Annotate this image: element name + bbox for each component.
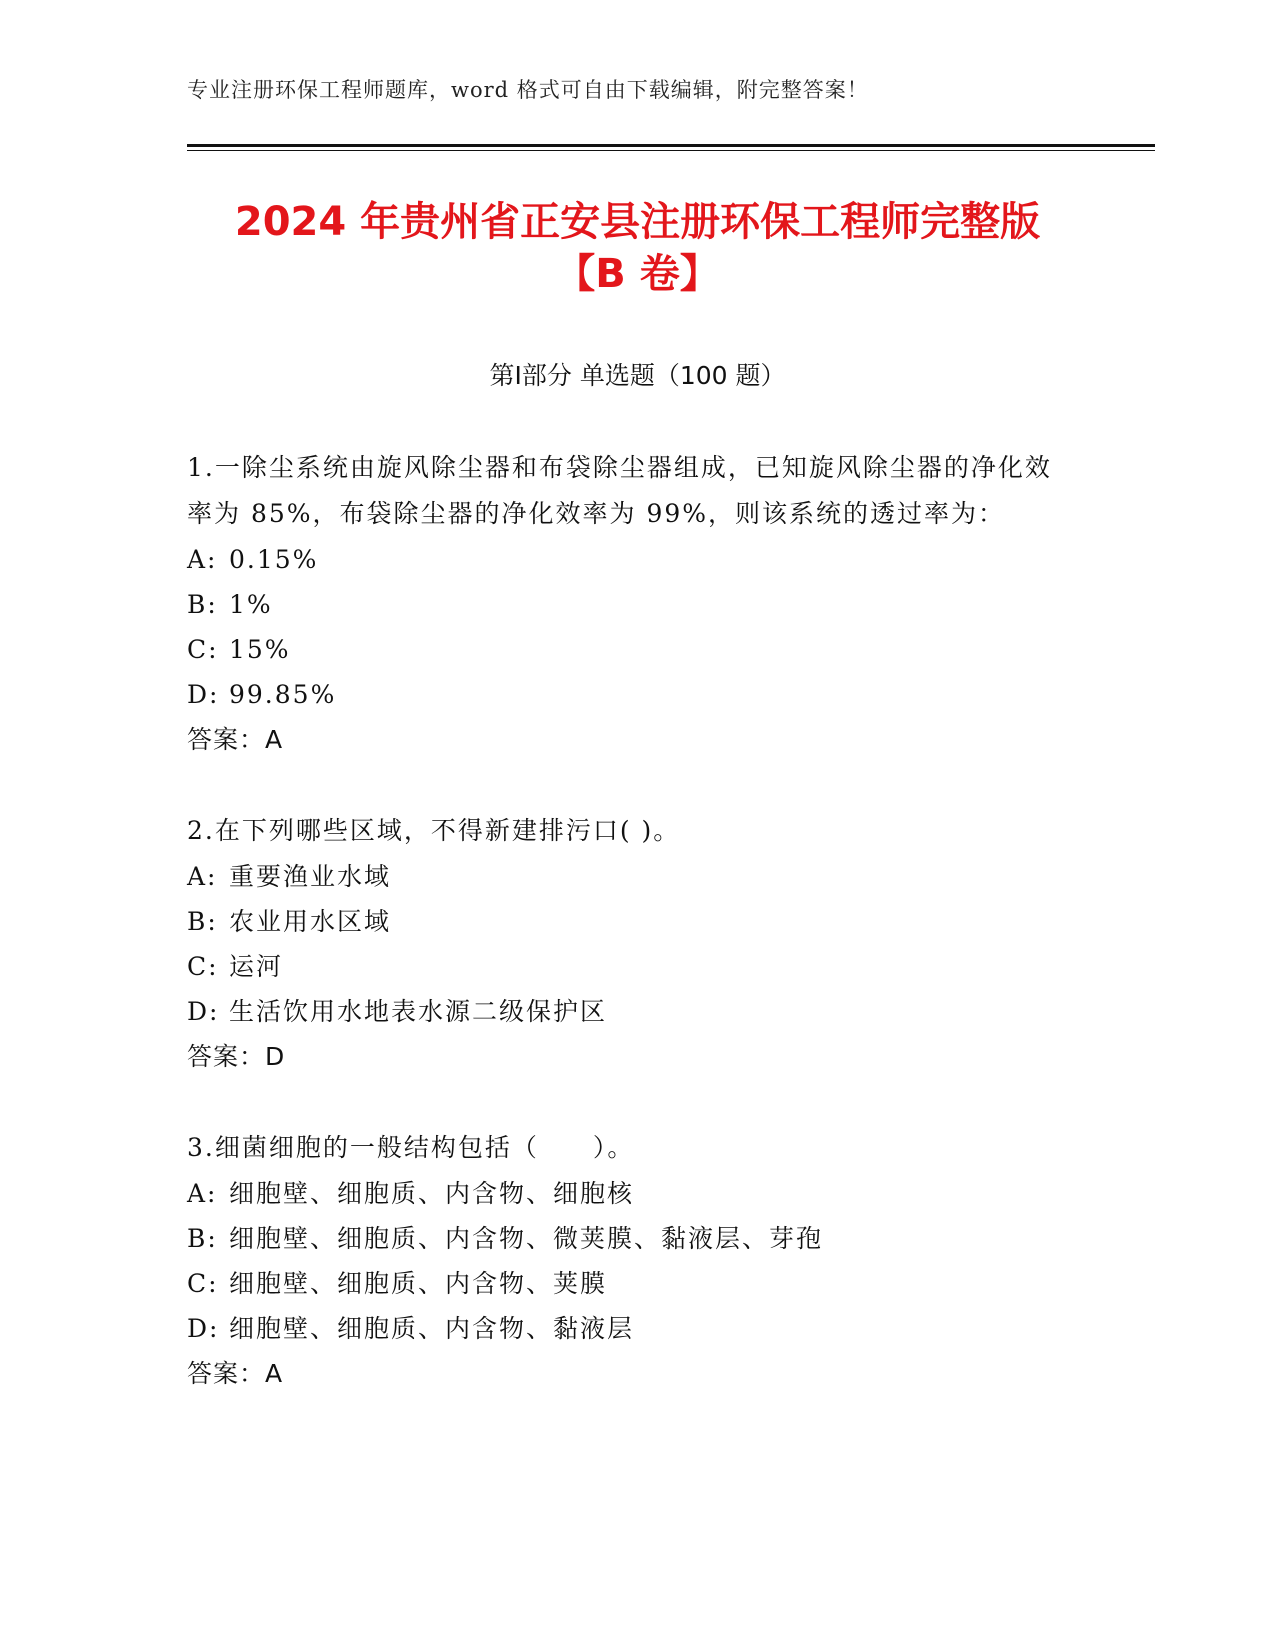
option-letter: C: xyxy=(187,1269,219,1298)
option-text: 重要渔业水域 xyxy=(229,862,392,891)
option-text: 15% xyxy=(229,635,291,664)
option-letter: B: xyxy=(187,590,218,619)
option-b xyxy=(187,1216,1067,1261)
option-text: 农业用水区域 xyxy=(229,907,392,936)
option-text: 细胞壁、细胞质、内含物、荚膜 xyxy=(229,1269,608,1298)
answer-line: 答案：D xyxy=(187,1042,286,1071)
option-c xyxy=(187,944,1067,989)
option-text: 细胞壁、细胞质、内含物、微荚膜、黏液层、芽孢 xyxy=(229,1224,824,1253)
option-text: 0.15% xyxy=(229,545,319,574)
option-a xyxy=(187,854,1067,899)
option-c xyxy=(187,627,1067,672)
question-3 xyxy=(187,1125,1067,1396)
option-text: 细胞壁、细胞质、内含物、细胞核 xyxy=(229,1179,635,1208)
option-letter: D: xyxy=(187,997,220,1026)
option-letter: B: xyxy=(187,1224,218,1253)
title-line-1: 2024 年贵州省正安县注册环保工程师完整版 xyxy=(234,199,1041,245)
option-text: 生活饮用水地表水源二级保护区 xyxy=(229,997,608,1026)
title-line-2: 【B 卷】 xyxy=(555,251,720,297)
option-d xyxy=(187,672,1067,717)
option-a xyxy=(187,1171,1067,1216)
option-text: 1% xyxy=(229,590,273,619)
option-text: 细胞壁、细胞质、内含物、黏液层 xyxy=(229,1314,635,1343)
option-d xyxy=(187,989,1067,1034)
section-title: 第Ⅰ部分 单选题（100 题） xyxy=(489,361,786,390)
option-letter: D: xyxy=(187,680,220,709)
option-letter: D: xyxy=(187,1314,220,1343)
option-b xyxy=(187,899,1067,944)
option-text: 99.85% xyxy=(229,680,337,709)
header-note: 专业注册环保工程师题库，word 格式可自由下载编辑，附完整答案！ xyxy=(187,78,869,102)
option-letter: C: xyxy=(187,635,219,664)
document-title xyxy=(150,196,1125,300)
question-stem: 2.在下列哪些区域，不得新建排污口( )。 xyxy=(187,816,681,845)
answer-line: 答案：A xyxy=(187,1359,284,1388)
option-a xyxy=(187,537,1067,582)
header-rule-thick xyxy=(187,144,1155,147)
question-stem: 3.细菌细胞的一般结构包括（ ）。 xyxy=(187,1133,635,1162)
answer-line: 答案：A xyxy=(187,725,284,754)
option-text: 运河 xyxy=(229,952,284,981)
option-letter: A: xyxy=(187,545,218,574)
option-letter: A: xyxy=(187,862,218,891)
header-rule-thin xyxy=(187,150,1155,151)
question-list xyxy=(187,445,1067,1442)
question-stem: 1.一除尘系统由旋风除尘器和布袋除尘器组成，已知旋风除尘器的净化效率为 85%，布袋除尘器的净化效率为 99%，则该系统的透过率为： xyxy=(187,453,1052,528)
option-d xyxy=(187,1306,1067,1351)
option-letter: B: xyxy=(187,907,218,936)
option-letter: A: xyxy=(187,1179,218,1208)
option-c xyxy=(187,1261,1067,1306)
question-1 xyxy=(187,445,1067,762)
option-letter: C: xyxy=(187,952,219,981)
option-b xyxy=(187,582,1067,627)
question-2 xyxy=(187,808,1067,1079)
